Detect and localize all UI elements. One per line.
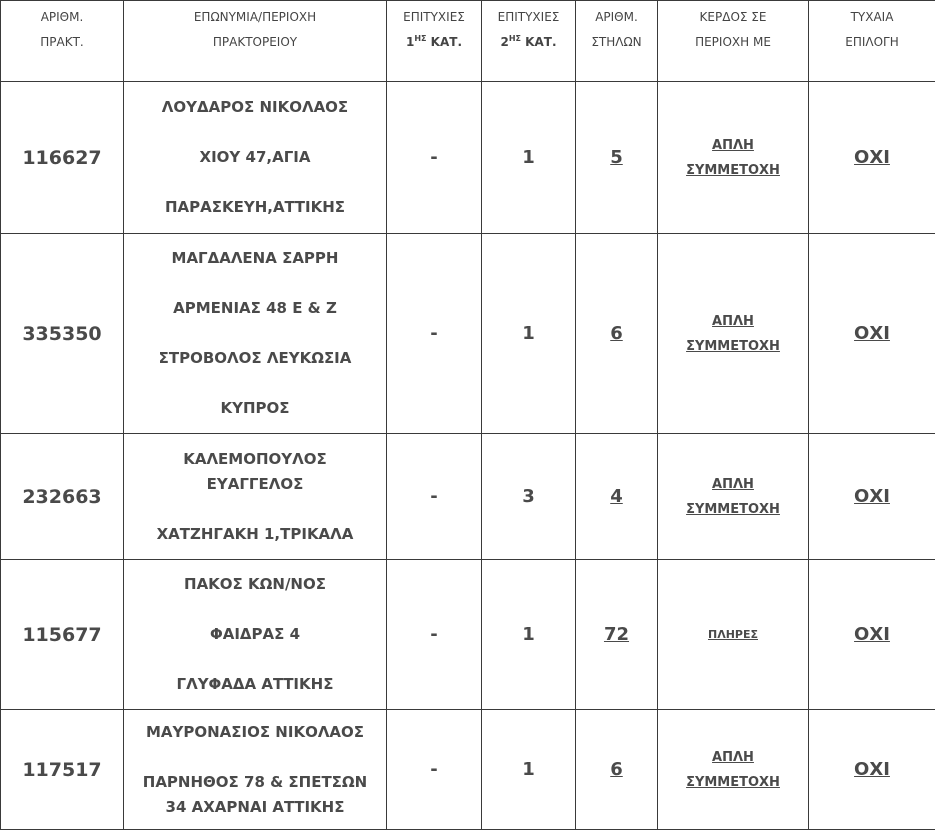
random-pick-link[interactable]: ΟΧΙ	[854, 486, 890, 507]
agency-info-line: 34 ΑΧΑΡΝΑΙ ΑΤΤΙΚΗΣ	[124, 795, 386, 820]
table-row	[1, 560, 935, 710]
first-category-hits: -	[430, 624, 437, 645]
line-spacer	[124, 120, 386, 145]
table-row	[1, 434, 935, 560]
random-pick-link[interactable]: ΟΧΙ	[854, 147, 890, 168]
second-category-hits: 1	[522, 147, 535, 168]
table-row	[1, 82, 935, 234]
random-pick-cell	[809, 82, 935, 234]
header-columns-count: ΑΡΙΘΜ. ΣΤΗΛΩΝ	[576, 1, 658, 82]
agency-code-cell	[1, 234, 124, 434]
agency-info-line: ΑΡΜΕΝΙΑΣ 48 Ε & Ζ	[124, 296, 386, 321]
random-pick-link[interactable]: ΟΧΙ	[854, 624, 890, 645]
agency-code: 116627	[22, 147, 101, 169]
second-category-hits-cell	[482, 234, 576, 434]
gain-area-line: ΣΥΜΜΕΤΟΧΗ	[658, 497, 808, 522]
header-second-category-hits: ΕΠΙΤΥΧΙΕΣ $2^{H\Sigma}$ ΚΑΤ.	[482, 1, 576, 82]
columns-count-link[interactable]: 6	[610, 759, 623, 780]
agency-info-line: ΚΥΠΡΟΣ	[124, 396, 386, 421]
columns-count-link[interactable]: 5	[610, 147, 623, 168]
first-category-hits-cell	[387, 560, 482, 710]
columns-count-cell	[576, 82, 658, 234]
random-pick-cell	[809, 710, 935, 830]
agency-code-cell	[1, 82, 124, 234]
header-gain-area: ΚΕΡΔΟΣ ΣΕ ΠΕΡΙΟΧΗ ΜΕ	[658, 1, 809, 82]
agency-info-line: ΛΟΥΔΑΡΟΣ ΝΙΚΟΛΑΟΣ	[124, 95, 386, 120]
first-category-hits-cell	[387, 434, 482, 560]
agency-info-line: ΓΛΥΦΑΔΑ ΑΤΤΙΚΗΣ	[124, 672, 386, 697]
agency-info-line: ΕΥΑΓΓΕΛΟΣ	[124, 472, 386, 497]
agency-code: 115677	[22, 624, 101, 646]
gain-area-line: ΠΛΗΡΕΣ	[658, 622, 808, 647]
agency-info-line: ΦΑΙΔΡΑΣ 4	[124, 622, 386, 647]
gain-area-cell	[658, 710, 809, 830]
random-pick-cell	[809, 560, 935, 710]
header-random-pick: ΤΥΧΑΙΑ ΕΠΙΛΟΓΗ	[809, 1, 935, 82]
agency-info-line: ΧΑΤΖΗΓΑΚΗ 1,ΤΡΙΚΑΛΑ	[124, 522, 386, 547]
line-spacer	[124, 745, 386, 770]
columns-count-link[interactable]: 4	[610, 486, 623, 507]
line-spacer	[124, 371, 386, 396]
columns-count-cell	[576, 710, 658, 830]
line-spacer	[124, 321, 386, 346]
table-row	[1, 710, 935, 830]
first-category-hits: -	[430, 486, 437, 507]
second-category-hits: 1	[522, 759, 535, 780]
agency-info-line: ΠΑΚΟΣ ΚΩΝ/ΝΟΣ	[124, 572, 386, 597]
table-row	[1, 234, 935, 434]
agency-info-line: ΠΑΡΑΣΚΕΥΗ,ΑΤΤΙΚΗΣ	[124, 195, 386, 220]
agency-info-line: ΚΑΛΕΜΟΠΟΥΛΟΣ	[124, 447, 386, 472]
agency-code-cell	[1, 560, 124, 710]
agency-info-line: ΜΑΥΡΟΝΑΣΙΟΣ ΝΙΚΟΛΑΟΣ	[124, 720, 386, 745]
gain-area-line: ΑΠΛΗ	[658, 745, 808, 770]
first-category-hits: -	[430, 759, 437, 780]
gain-area-link[interactable]	[658, 133, 808, 183]
agency-code: 335350	[22, 323, 101, 345]
agency-info-line: ΧΙΟΥ 47,ΑΓΙΑ	[124, 145, 386, 170]
gain-area-line: ΑΠΛΗ	[658, 309, 808, 334]
second-category-hits-cell	[482, 434, 576, 560]
gain-area-line: ΑΠΛΗ	[658, 133, 808, 158]
columns-count-cell	[576, 560, 658, 710]
agency-info-cell	[124, 710, 387, 830]
line-spacer	[124, 597, 386, 622]
header-agency-name: ΕΠΩΝΥΜΙΑ/ΠΕΡΙΟΧΗ ΠΡΑΚΤΟΡΕΙΟΥ	[124, 1, 387, 82]
gain-area-link[interactable]	[658, 309, 808, 359]
gain-area-line: ΑΠΛΗ	[658, 472, 808, 497]
line-spacer	[124, 497, 386, 522]
agency-info-cell	[124, 434, 387, 560]
agency-info-line: ΠΑΡΝΗΘΟΣ 78 & ΣΠΕΤΣΩΝ	[124, 770, 386, 795]
agency-info-line: ΜΑΓΔΑΛΕΝΑ ΣΑΡΡΗ	[124, 246, 386, 271]
gain-area-line: ΣΥΜΜΕΤΟΧΗ	[658, 334, 808, 359]
random-pick-link[interactable]: ΟΧΙ	[854, 323, 890, 344]
first-category-hits: -	[430, 147, 437, 168]
columns-count-link[interactable]: 6	[610, 323, 623, 344]
gain-area-link[interactable]	[658, 622, 808, 647]
second-category-hits: 1	[522, 624, 535, 645]
gain-area-link[interactable]	[658, 745, 808, 795]
random-pick-cell	[809, 434, 935, 560]
random-pick-link[interactable]: ΟΧΙ	[854, 759, 890, 780]
columns-count-cell	[576, 434, 658, 560]
random-pick-cell	[809, 234, 935, 434]
gain-area-cell	[658, 434, 809, 560]
columns-count-link[interactable]: 72	[604, 624, 629, 645]
line-spacer	[124, 271, 386, 296]
first-category-hits-cell	[387, 234, 482, 434]
first-category-hits-cell	[387, 710, 482, 830]
second-category-hits-cell	[482, 710, 576, 830]
gain-area-line: ΣΥΜΜΕΤΟΧΗ	[658, 158, 808, 183]
first-category-hits: -	[430, 323, 437, 344]
agency-info-line: ΣΤΡΟΒΟΛΟΣ ΛΕΥΚΩΣΙΑ	[124, 346, 386, 371]
agency-code-cell	[1, 434, 124, 560]
agency-code-cell	[1, 710, 124, 830]
agency-info-cell	[124, 560, 387, 710]
agency-code: 117517	[22, 759, 101, 781]
gain-area-cell	[658, 234, 809, 434]
columns-count-cell	[576, 234, 658, 434]
first-category-hits-cell	[387, 82, 482, 234]
agency-code: 232663	[22, 486, 101, 508]
gain-area-line: ΣΥΜΜΕΤΟΧΗ	[658, 770, 808, 795]
second-category-hits: 3	[522, 486, 535, 507]
gain-area-link[interactable]	[658, 472, 808, 522]
header-agency-code: ΑΡΙΘΜ. ΠΡΑΚΤ.	[1, 1, 124, 82]
agency-info-cell	[124, 234, 387, 434]
line-spacer	[124, 170, 386, 195]
gain-area-cell	[658, 560, 809, 710]
second-category-hits: 1	[522, 323, 535, 344]
agency-info-cell	[124, 82, 387, 234]
line-spacer	[124, 647, 386, 672]
second-category-hits-cell	[482, 560, 576, 710]
second-category-hits-cell	[482, 82, 576, 234]
header-row	[1, 1, 935, 82]
header-first-category-hits: ΕΠΙΤΥΧΙΕΣ $1^{H\Sigma}$ ΚΑΤ.	[387, 1, 482, 82]
gain-area-cell	[658, 82, 809, 234]
